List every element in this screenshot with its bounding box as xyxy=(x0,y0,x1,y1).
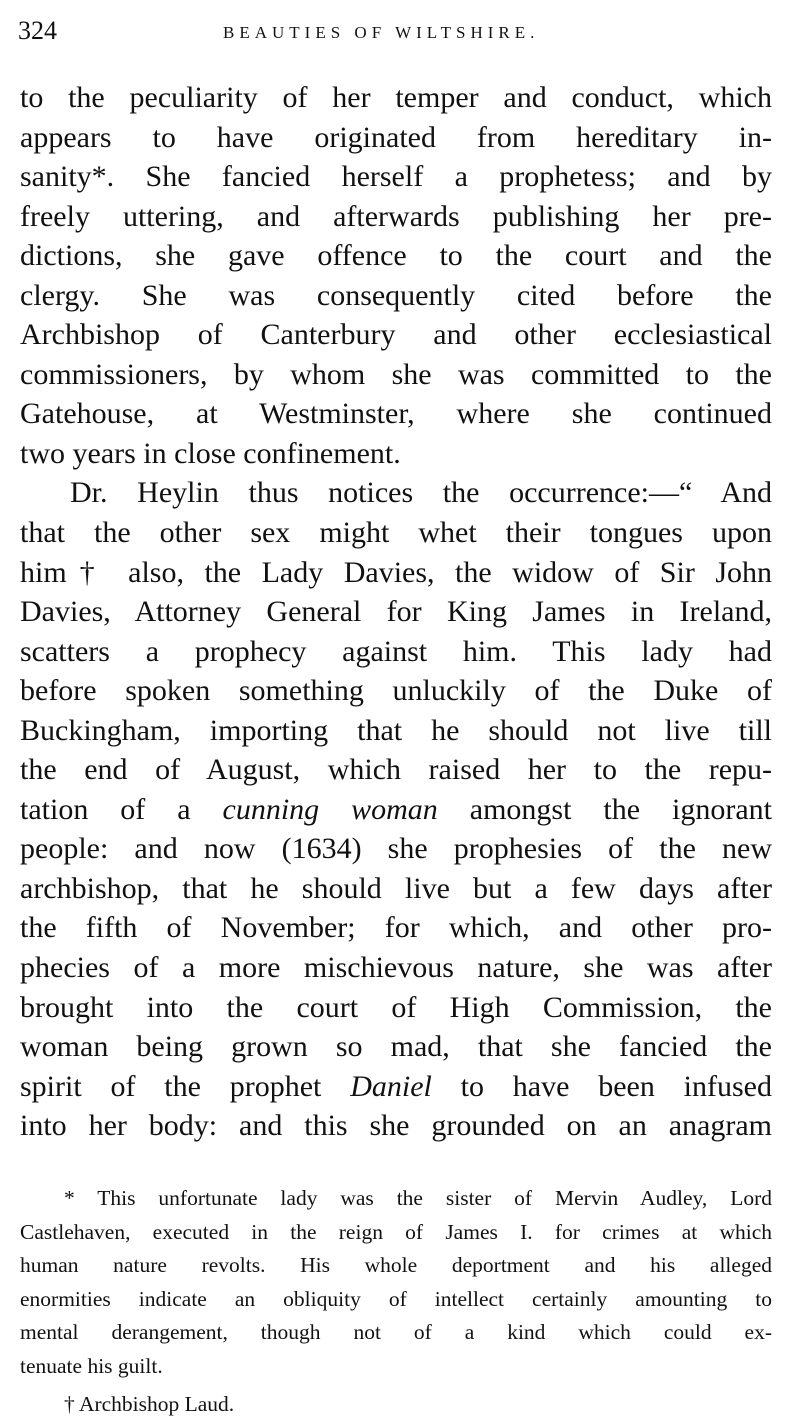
footnotes xyxy=(20,1182,772,1421)
text-line: the fifth of November; for which, and other pro- xyxy=(20,911,772,945)
paragraph-start-line: Dr. Heylin thus notices the occurrence:—“ And xyxy=(70,476,772,510)
text-line: sanity*. She fancied herself a prophetess; and by xyxy=(20,160,772,194)
text-line: brought into the court of High Commission, the xyxy=(20,990,772,1024)
footnote-line: Castlehaven, executed in the reign of James I. for crimes at which xyxy=(20,1219,772,1244)
footnote-line: tenuate his guilt. xyxy=(20,1353,163,1378)
text-line: dictions, she gave offence to the court and the xyxy=(20,239,772,273)
text-line: Gatehouse, at Westminster, where she continued xyxy=(20,397,772,431)
text-line: that the other sex might whet their tongues upon xyxy=(20,516,772,550)
text-segment: to have been infused xyxy=(431,1069,772,1103)
text-line: scatters a prophecy against him. This lady had xyxy=(20,634,772,668)
body-text xyxy=(20,78,772,1146)
text-segment: tation of a xyxy=(20,792,223,826)
text-line: clergy. She was consequently cited before the xyxy=(20,278,772,312)
text-line: the end of August, which raised her to the repu- xyxy=(20,753,772,787)
text-line: Archbishop of Canterbury and other ecclesiastical xyxy=(20,318,772,352)
footnote-dagger: † Archbishop Laud. xyxy=(64,1391,235,1416)
footnote-line: enormities indicate an obliquity of intellect certainly amounting to xyxy=(20,1286,772,1311)
footnote-line: * This unfortunate lady was the sister of Mervin Audley, Lord xyxy=(64,1186,772,1210)
text-line: appears to have originated from hereditary in- xyxy=(20,120,772,154)
text-line: to the peculiarity of her temper and conduct, which xyxy=(20,81,772,114)
text-line xyxy=(20,1067,772,1107)
text-line xyxy=(20,790,772,830)
text-line: two years in close confinement. xyxy=(20,436,401,470)
text-segment: amongst the ignorant xyxy=(437,792,772,826)
footnote-line: human nature revolts. His whole deportment and his alleged xyxy=(20,1253,772,1278)
text-line: people: and now (1634) she prophesies of the new xyxy=(20,832,772,866)
page-number: 324 xyxy=(18,16,57,45)
text-line: before spoken something unluckily of the Duke of xyxy=(20,674,772,708)
text-line: Buckingham, importing that he should not live till xyxy=(20,713,772,747)
text-segment: spirit of the prophet xyxy=(20,1069,351,1103)
text-line: Davies, Attorney General for King James in Ireland, xyxy=(20,595,772,629)
page-header xyxy=(18,14,788,54)
italic-phrase: cunning woman xyxy=(222,792,438,826)
text-line: phecies of a more mischievous nature, she was after xyxy=(20,951,772,985)
text-line: commissioners, by whom she was committed to the xyxy=(20,357,772,391)
italic-phrase: Daniel xyxy=(350,1069,432,1103)
text-line: archbishop, that he should live but a few days after xyxy=(20,871,772,905)
running-head: BEAUTIES OF WILTSHIRE. xyxy=(223,23,540,42)
text-line: into her body: and this she grounded on an anagram xyxy=(20,1109,772,1143)
text-line: him† also, the Lady Davies, the widow of Sir John xyxy=(20,555,772,589)
text-line: freely uttering, and afterwards publishing her pre- xyxy=(20,199,772,233)
text-line: woman being grown so mad, that she fancied the xyxy=(20,1030,772,1064)
footnote-line: mental derangement, though not of a kind which could ex- xyxy=(20,1320,772,1345)
